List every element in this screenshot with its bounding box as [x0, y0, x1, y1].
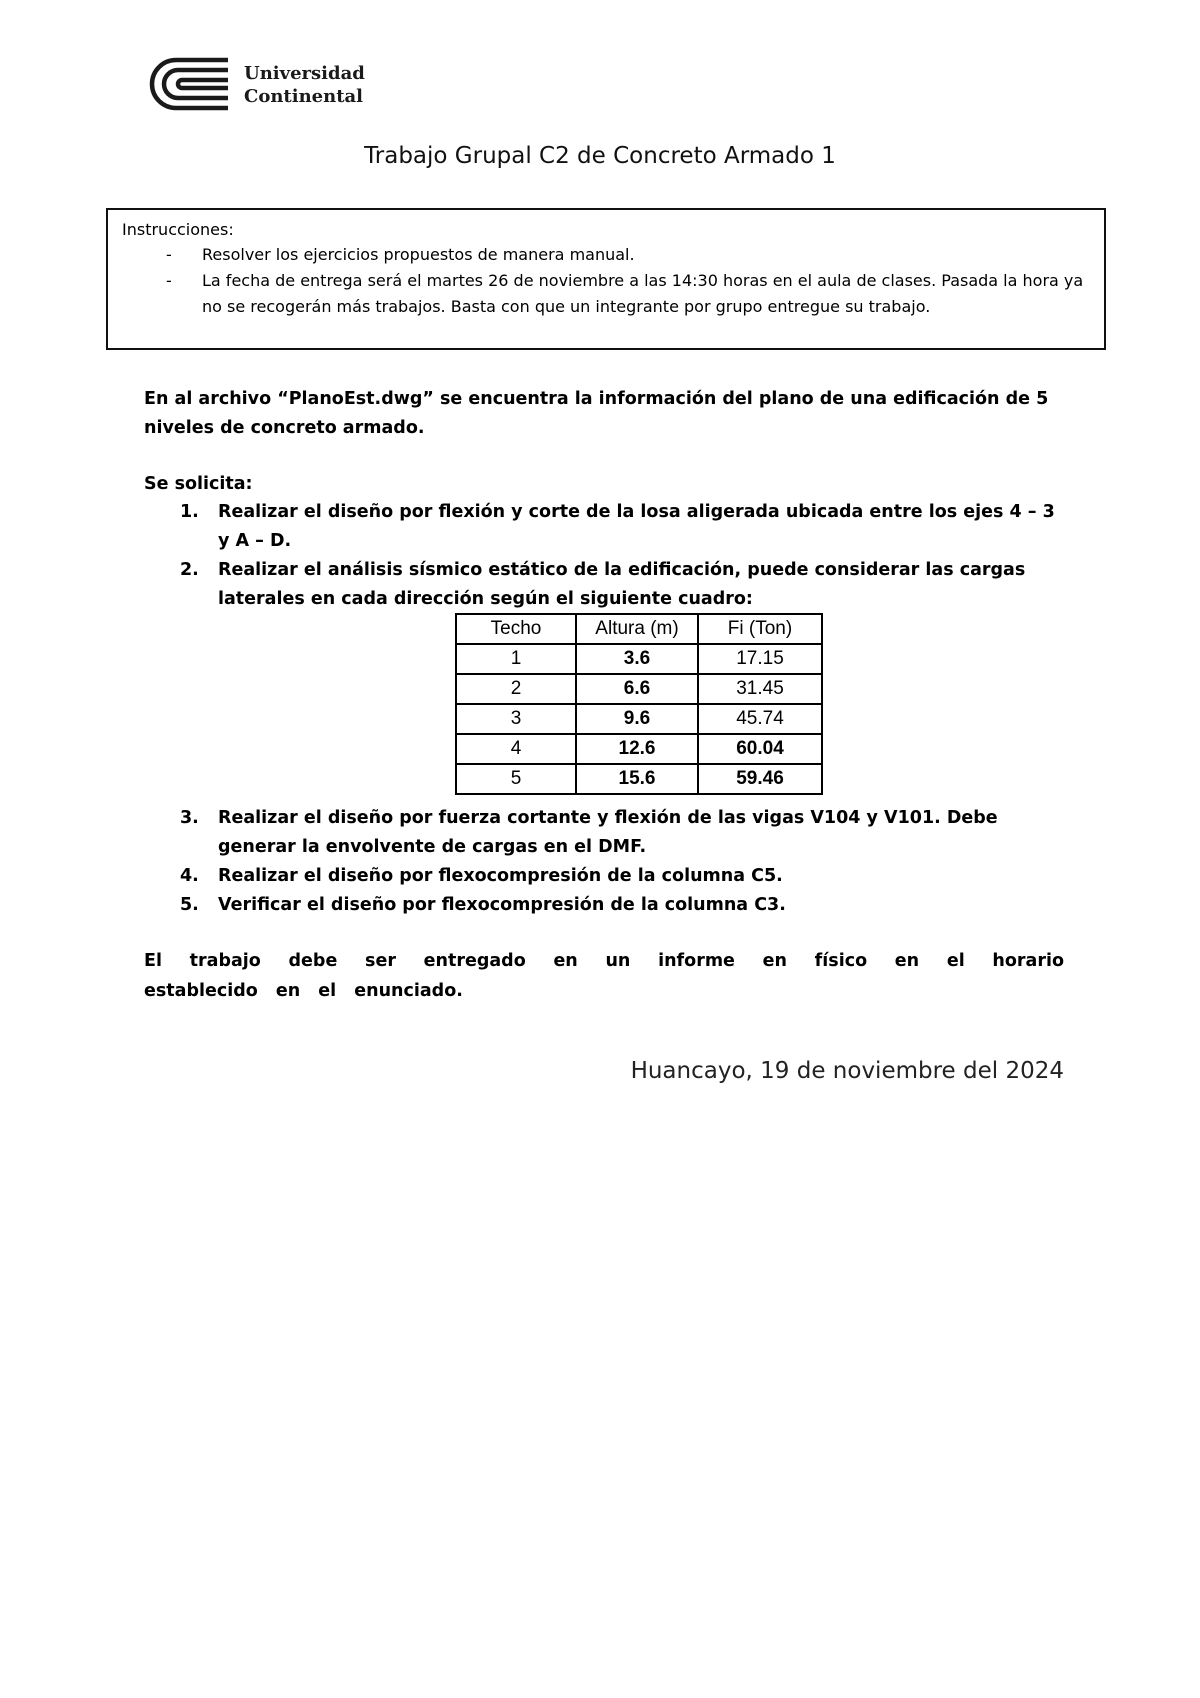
table-header-altura: Altura (m): [576, 614, 698, 644]
request-list-part2: [144, 804, 1064, 920]
dash-bullet: -: [166, 245, 172, 264]
request-item: 3. Realizar el diseño por fuerza cortante y flexión de las vigas V104 y V101. Debe generar la envolvente de cargas en el DMF.: [180, 808, 998, 857]
table-row: 5 15.6 59.46: [456, 764, 822, 794]
instruction-item: - La fecha de entrega será el martes 26 de noviembre a las 14:30 horas en el aula de clases. Pasada la hora ya no se recogerán más trabajos. Basta con que un integrante por grupo entregue su trabajo.: [122, 268, 1090, 320]
request-item: 5. Verificar el diseño por flexocompresión de la columna C3.: [180, 895, 786, 915]
request-item: 1. Realizar el diseño por flexión y corte de la losa aligerada ubicada entre los ejes 4 – 3 y A – D.: [180, 502, 1055, 551]
instruction-item: - Resolver los ejercicios propuestos de manera manual.: [122, 242, 1090, 268]
seismic-load-table: [455, 613, 823, 795]
instructions-heading: Instrucciones:: [122, 220, 234, 239]
table-row: 1 3.6 17.15: [456, 644, 822, 674]
document-title: Trabajo Grupal C2 de Concreto Armado 1: [364, 143, 836, 169]
table-row: 3 9.6 45.74: [456, 704, 822, 734]
request-item: 4. Realizar el diseño por flexocompresión de la columna C5.: [180, 866, 783, 886]
university-logo: [148, 56, 378, 116]
instructions-list: [122, 242, 1090, 320]
table-row: 2 6.6 31.45: [456, 674, 822, 704]
instructions-box: [106, 208, 1106, 350]
university-name: [244, 62, 365, 108]
intro-paragraph: En al archivo “PlanoEst.dwg” se encuentra la información del plano de una edificación de 5 niveles de concreto armado.: [144, 389, 1049, 438]
table-header-row: [456, 614, 822, 644]
university-name-line1: Universidad: [244, 63, 365, 84]
request-item: 2. Realizar el análisis sísmico estático de la edificación, puede considerar las cargas laterales en cada dirección según el siguiente cuadro:: [180, 560, 1026, 609]
date-line: Huancayo, 19 de noviembre del 2024: [630, 1058, 1064, 1084]
request-list-part1: [144, 498, 1064, 614]
dash-bullet: -: [166, 271, 172, 290]
university-name-line2: Continental: [244, 86, 364, 107]
table-header-techo: Techo: [456, 614, 576, 644]
university-logo-icon: [148, 56, 228, 112]
solicita-label: Se solicita:: [144, 474, 253, 494]
closing-paragraph: El trabajo debe ser entregado en un informe en físico en el horario establecido en el enunciado.: [144, 951, 1064, 1001]
table-header-fi: Fi (Ton): [698, 614, 822, 644]
table-row: 4 12.6 60.04: [456, 734, 822, 764]
